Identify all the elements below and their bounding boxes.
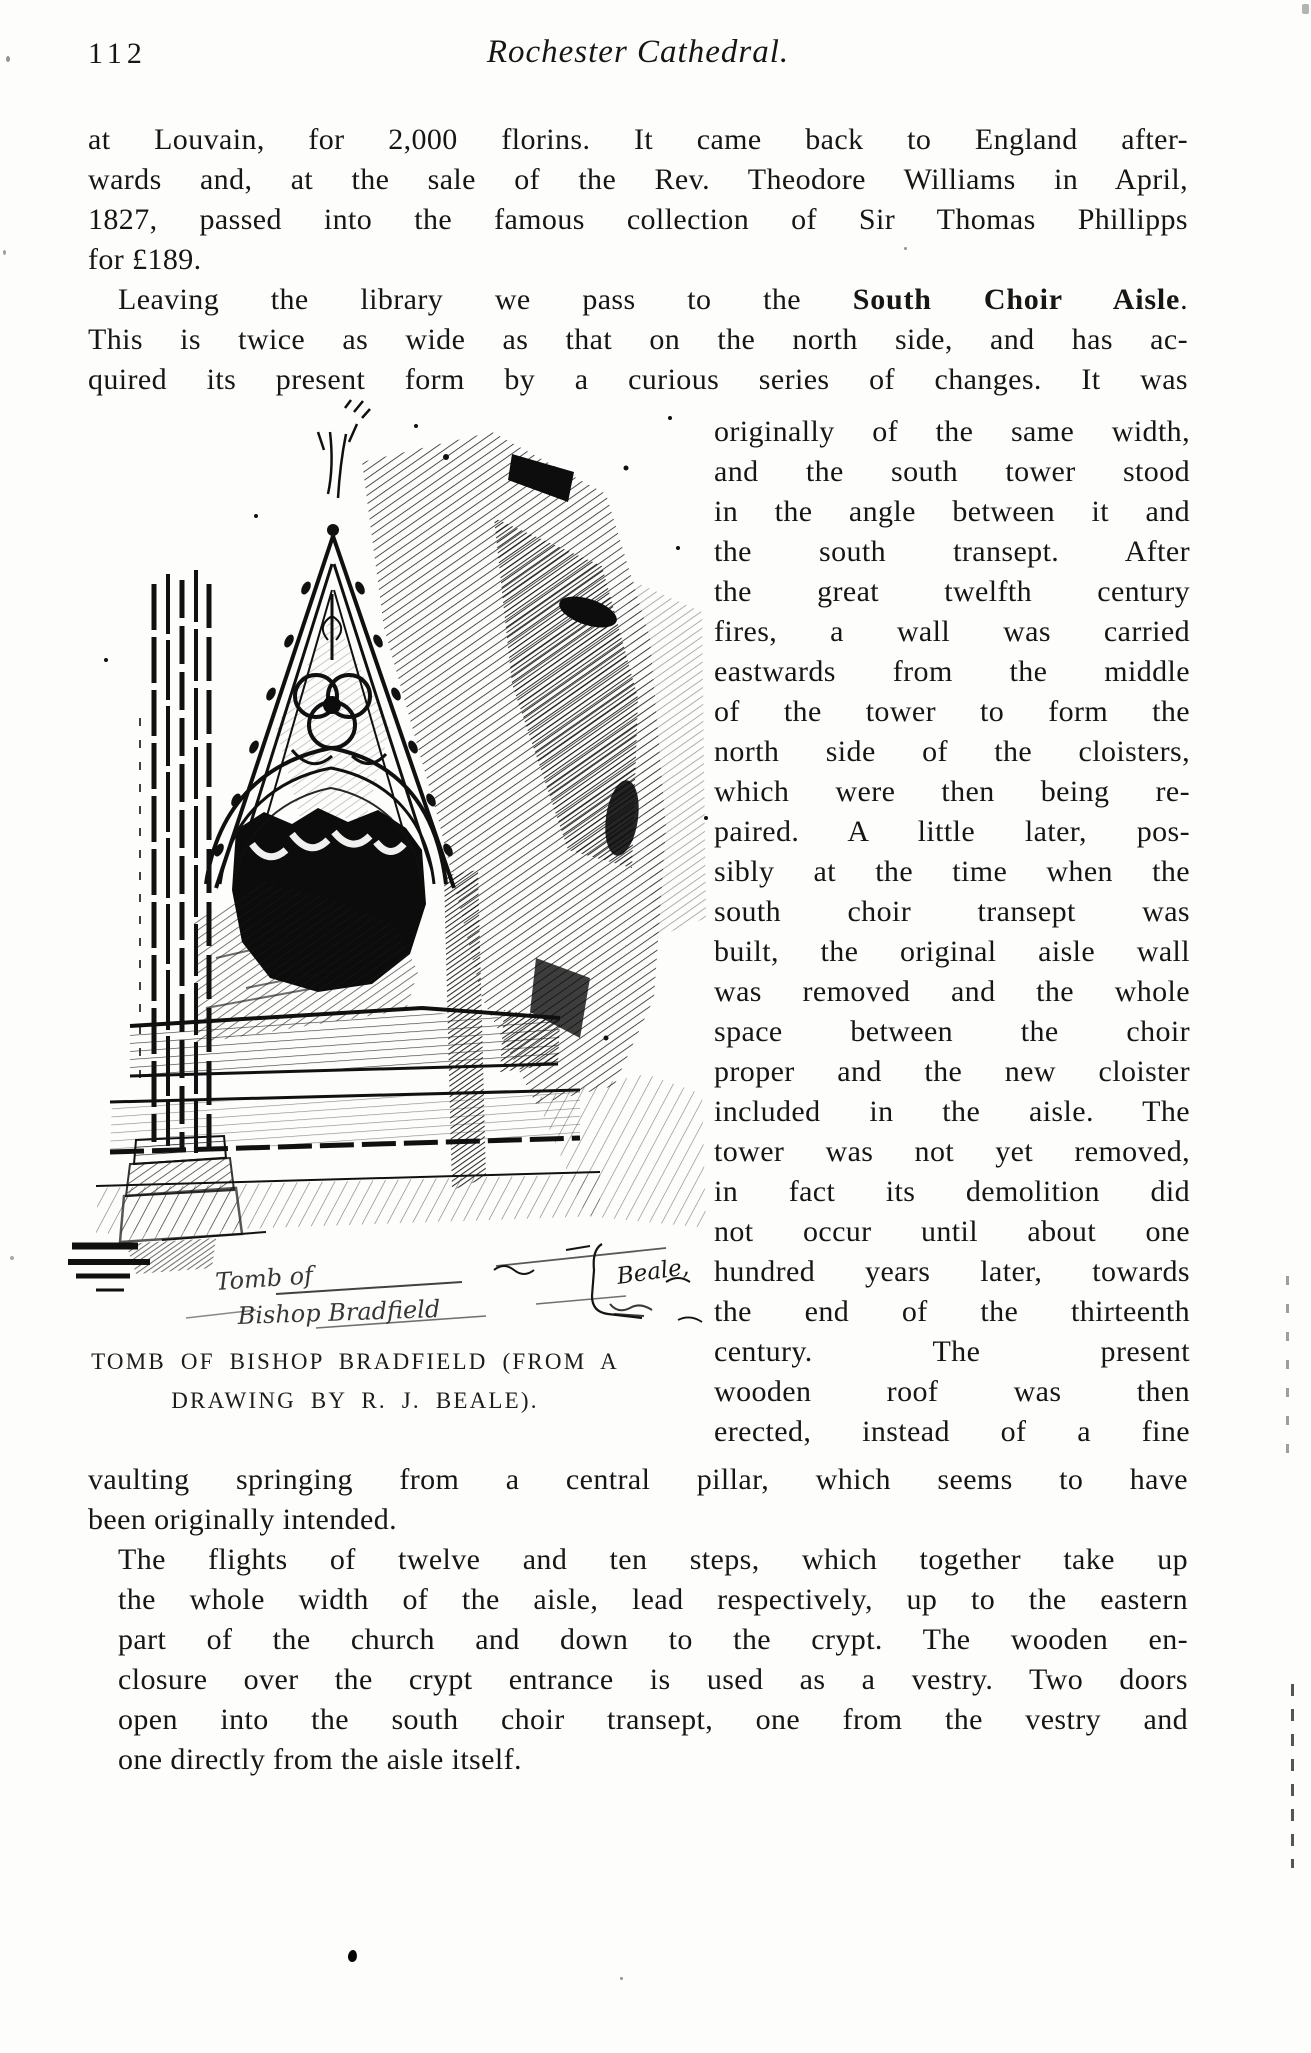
scan-speck (3, 250, 6, 255)
body-text-resume (88, 1460, 1188, 1540)
paragraph-line: part of the church and down to the crypt. The wooden en- (118, 1623, 1188, 1656)
paragraph-line: quired its present form by a curious series of changes. It was (88, 363, 1188, 396)
column-line: which were then being re- (714, 775, 1190, 808)
column-line: not occur until about one (714, 1215, 1190, 1248)
paragraph-line: the whole width of the aisle, lead respectively, up to the eastern (118, 1583, 1188, 1616)
column-line: eastwards from the middle (714, 655, 1190, 688)
scan-speck (6, 56, 10, 62)
paragraph-line: vaulting springing from a central pillar, which seems to have (88, 1463, 1188, 1496)
paragraph-flights-of-steps (88, 1540, 1188, 1780)
paragraph-line: for £189. (88, 243, 202, 276)
column-line: in the angle between it and (714, 495, 1190, 528)
south-choir-aisle-heading: South Choir Aisle (852, 283, 1181, 316)
column-line: in fact its demolition did (714, 1175, 1190, 1208)
paragraph-vaulting (88, 1460, 1188, 1540)
leaving-text: Leaving the library we pass to the (118, 283, 853, 316)
tomb-engraving-illustration (66, 398, 714, 1350)
column-line: north side of the cloisters, (714, 735, 1190, 768)
margin-marks (1291, 1684, 1294, 1868)
paragraph-line: 1827, passed into the famous collection of Sir Thomas Phillipps (88, 203, 1188, 236)
column-line: the great twelfth century (714, 575, 1190, 608)
paragraph-aisle-intro (88, 320, 1188, 400)
column-line: tower was not yet removed, (714, 1135, 1190, 1168)
handwritten-note (214, 1261, 440, 1330)
body-text-column (714, 412, 1190, 1452)
leaving-period: . (1180, 283, 1188, 316)
paragraph-line: closure over the crypt entrance is used as a vestry. Two doors (118, 1663, 1188, 1696)
paragraph-line: open into the south choir transept, one from the vestry and (118, 1703, 1188, 1736)
column-line: originally of the same width, (714, 415, 1190, 448)
scan-speck (620, 1977, 623, 1980)
paragraph-line: been originally intended. (88, 1503, 398, 1536)
scan-speck (1302, 4, 1309, 14)
paragraph-line: at Louvain, for 2,000 florins. It came back to England after- (88, 123, 1188, 156)
paragraph-line-leaving (88, 280, 1188, 320)
body-text-top (88, 120, 1188, 400)
column-line: space between the choir (714, 1015, 1190, 1048)
artist-signature (566, 1244, 691, 1318)
handwriting-tomb-of: Tomb of (214, 1261, 314, 1296)
caption-line-1: TOMB OF BISHOP BRADFIELD (FROM A (91, 1349, 619, 1374)
signature-beale: Beale, (615, 1254, 691, 1290)
paragraph-line: wards and, at the sale of the Rev. Theodore Williams in April, (88, 163, 1188, 196)
running-head (88, 34, 1188, 80)
paragraph-line: one directly from the aisle itself. (118, 1743, 522, 1776)
handwriting-bishop-bradfield: Bishop Bradfield (237, 1294, 441, 1330)
margin-marks (1286, 1276, 1289, 1472)
illustration-caption (70, 1342, 640, 1420)
caption-line-2: DRAWING BY R. J. BEALE). (171, 1388, 539, 1413)
scan-speck (10, 1256, 14, 1260)
body-text-final (88, 1540, 1188, 1780)
column-line: wooden roof was then (714, 1375, 1190, 1408)
column-line: the end of the thirteenth (714, 1295, 1190, 1328)
column-line: was removed and the whole (714, 975, 1190, 1008)
column-line: of the tower to form the (714, 695, 1190, 728)
column-line: hundred years later, towards (714, 1255, 1190, 1288)
column-line: erected, instead of a fine (714, 1415, 1190, 1448)
paragraph-library-sale (88, 120, 1188, 280)
column-line: included in the aisle. The (714, 1095, 1190, 1128)
column-line: sibly at the time when the (714, 855, 1190, 888)
paragraph-line: The flights of twelve and ten steps, which together take up (118, 1543, 1188, 1576)
column-line: century. The present (714, 1335, 1190, 1368)
column-line: and the south tower stood (714, 455, 1190, 488)
page-title: Rochester Cathedral. (486, 34, 790, 70)
column-line: fires, a wall was carried (714, 615, 1190, 648)
page-number: 112 (88, 37, 147, 70)
paragraph-aisle-column (714, 412, 1190, 1452)
column-line: proper and the new cloister (714, 1055, 1190, 1088)
column-line: the south transept. After (714, 535, 1190, 568)
ink-blot (347, 1949, 358, 1962)
scan-speck (904, 247, 907, 250)
column-line: paired. A little later, pos- (714, 815, 1190, 848)
column-line: built, the original aisle wall (714, 935, 1190, 968)
paragraph-line: This is twice as wide as that on the north side, and has ac- (88, 323, 1188, 356)
column-line: south choir transept was (714, 895, 1190, 928)
